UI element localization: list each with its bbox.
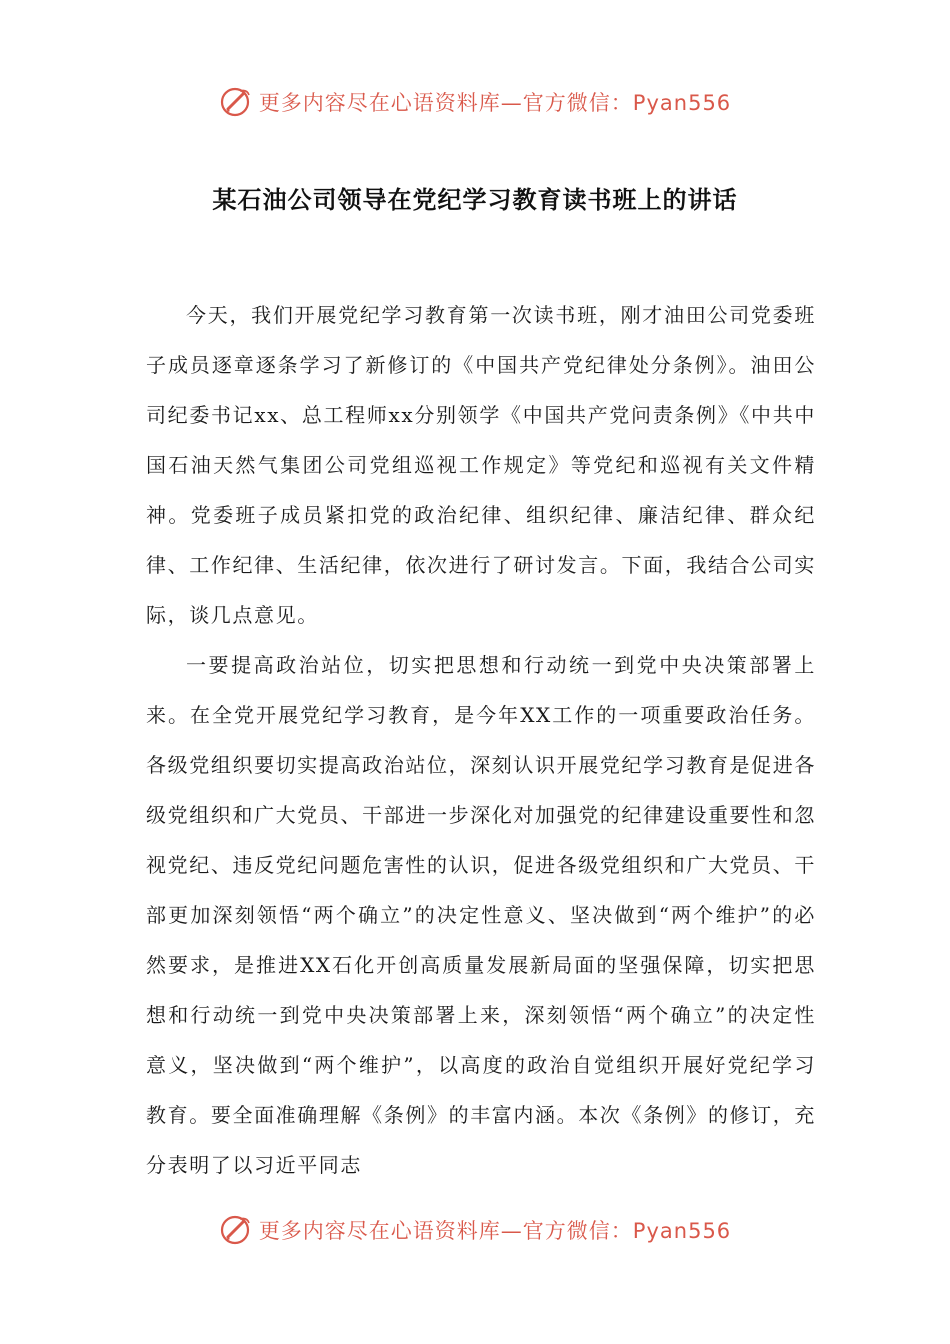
paragraph-1: 今天，我们开展党纪学习教育第一次读书班，刚才油田公司党委班子成员逐章逐条学习了新修订的《中国共产党纪律处分条例》。油田公司纪委书记xx、总工程师xx分别领学《中国共产党问责条例》《中共中国石油天然气集团公司党组巡视工作规定》等党纪和巡视有关文件精神。党委班子成员紧扣党的政治纪律、组织纪律、廉洁纪律、群众纪律、工作纪律、生活纪律，依次进行了研讨发言。下面，我结合公司实际，谈几点意见。: [146, 303, 816, 627]
document-title: 某石油公司领导在党纪学习教育读书班上的讲话: [212, 185, 738, 214]
watermark-text: 更多内容尽在心语资料库—官方微信：Pyan556: [258, 91, 732, 115]
header-watermark-banner: [0, 82, 950, 122]
pen-logo-icon: [219, 85, 253, 119]
watermark-text: 更多内容尽在心语资料库—官方微信：Pyan556: [258, 1219, 732, 1243]
paragraph-2: 一要提高政治站位，切实把思想和行动统一到党中央决策部署上来。在全党开展党纪学习教育，是今年XX工作的一项重要政治任务。各级党组织要切实提高政治站位，深刻认识开展党纪学习教育是促进各级党组织和广大党员、干部进一步深化对加强党的纪律建设重要性和忽视党纪、违反党纪问题危害性的认识，促进各级党组织和广大党员、干部更加深刻领悟“两个确立”的决定性意义、坚决做到“两个维护”的必然要求，是推进XX石化开创高质量发展新局面的坚强保障，切实把思想和行动统一到党中央决策部署上来，深刻领悟“两个确立”的决定性意义，坚决做到“两个维护”，以高度的政治自觉组织开展好党纪学习教育。要全面准确理解《条例》的丰富内涵。本次《条例》的修订，充分表明了以习近平同志: [146, 653, 816, 1177]
document-body: [146, 290, 816, 1190]
footer-watermark-banner: [0, 1210, 950, 1250]
pen-logo-icon: [219, 1213, 253, 1247]
